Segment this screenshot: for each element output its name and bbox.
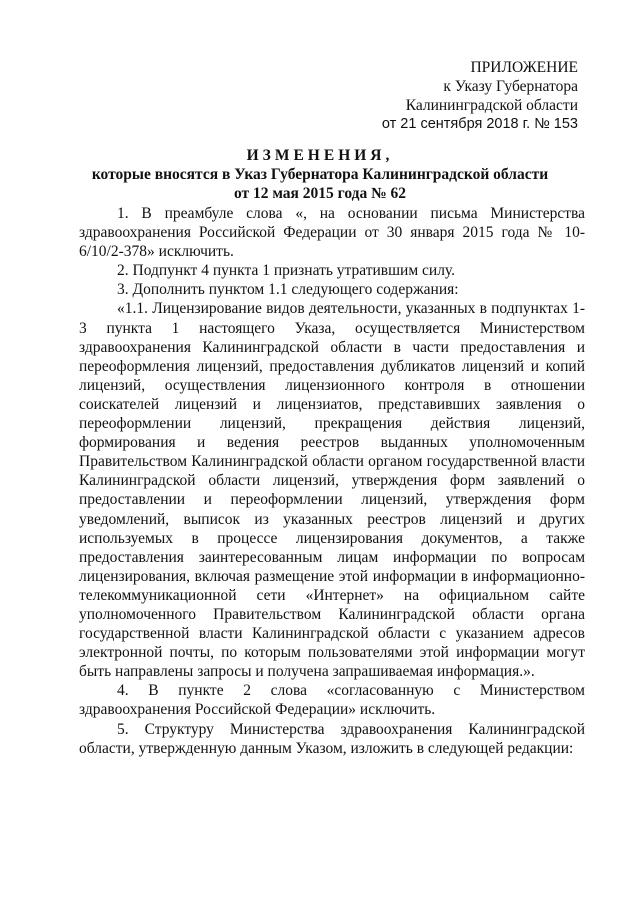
document-heading bbox=[80, 146, 560, 203]
appendix-decree-ref: к Указу Губернатора bbox=[443, 78, 578, 95]
paragraph-5: 5. Структуру Министерства здравоохранения Калининградской области, утвержденную данным Указом, изложить в следующей редакции: bbox=[79, 720, 585, 757]
heading-subtitle: которые вносятся в Указ Губернатора Калининградской области bbox=[91, 166, 549, 183]
paragraph-3: 3. Дополнить пунктом 1.1 следующего содержания: bbox=[117, 281, 459, 299]
paragraph-4: 4. В пункте 2 слова «согласованную с Министерством здравоохранения Российской Федерации» исключить. bbox=[79, 682, 585, 719]
appendix-label: ПРИЛОЖЕНИЕ bbox=[470, 59, 578, 76]
paragraph-3-quote: «1.1. Лицензирование видов деятельности, указанных в подпунктах 1-3 пункта 1 настоящего Указа, осуществляется Министерством здравоохранения Калининградской области в части предоставления и переоформления лицензий, предоставления дубликатов лицензий и копий лицензий, осуществления лицензионного контроля в отношении соискателей лицензий и лицензиатов, представивших заявления о переоформлении лицензий, прекращения действия лицензий, формирования и ведения реестров выданных уполномоченным Правительством Калининградской области органом государственной власти Калининградской области лицензий, утверждения форм заявлений о предоставлении и переоформлении лицензий, утверждения форм уведомлений, выписок из указанных реестров лицензий и других используемых в процессе лицензирования документов, а также предоставления заинтересованным лицам информации по вопросам лицензирования, включая размещение этой информации в информационно-телекоммуникационной сети «Интернет» на официальном сайте уполномоченного Правительством Калининградской области органа государственной власти Калининградской области с указанием адресов электронной почты, по которым пользователями этой информации могут быть направлены запросы и получена запрашиваемая информация.». bbox=[79, 300, 585, 681]
paragraph-1: 1. В преамбуле слова «, на основании письма Министерства здравоохранения Российской Федерации от 30 января 2015 года № 10-6/10/2-378» исключить. bbox=[79, 205, 585, 261]
document-body bbox=[79, 204, 585, 758]
heading-date: от 12 мая 2015 года № 62 bbox=[233, 185, 407, 202]
paragraph-2: 2. Подпункт 4 пункта 1 признать утратившим силу. bbox=[117, 262, 456, 280]
appendix-block bbox=[330, 58, 578, 134]
appendix-region: Калининградской области bbox=[405, 97, 578, 114]
heading-title: ИЗМЕНЕНИЯ, bbox=[246, 147, 394, 164]
appendix-date-number: от 21 сентября 2018 г. № 153 bbox=[381, 116, 578, 132]
